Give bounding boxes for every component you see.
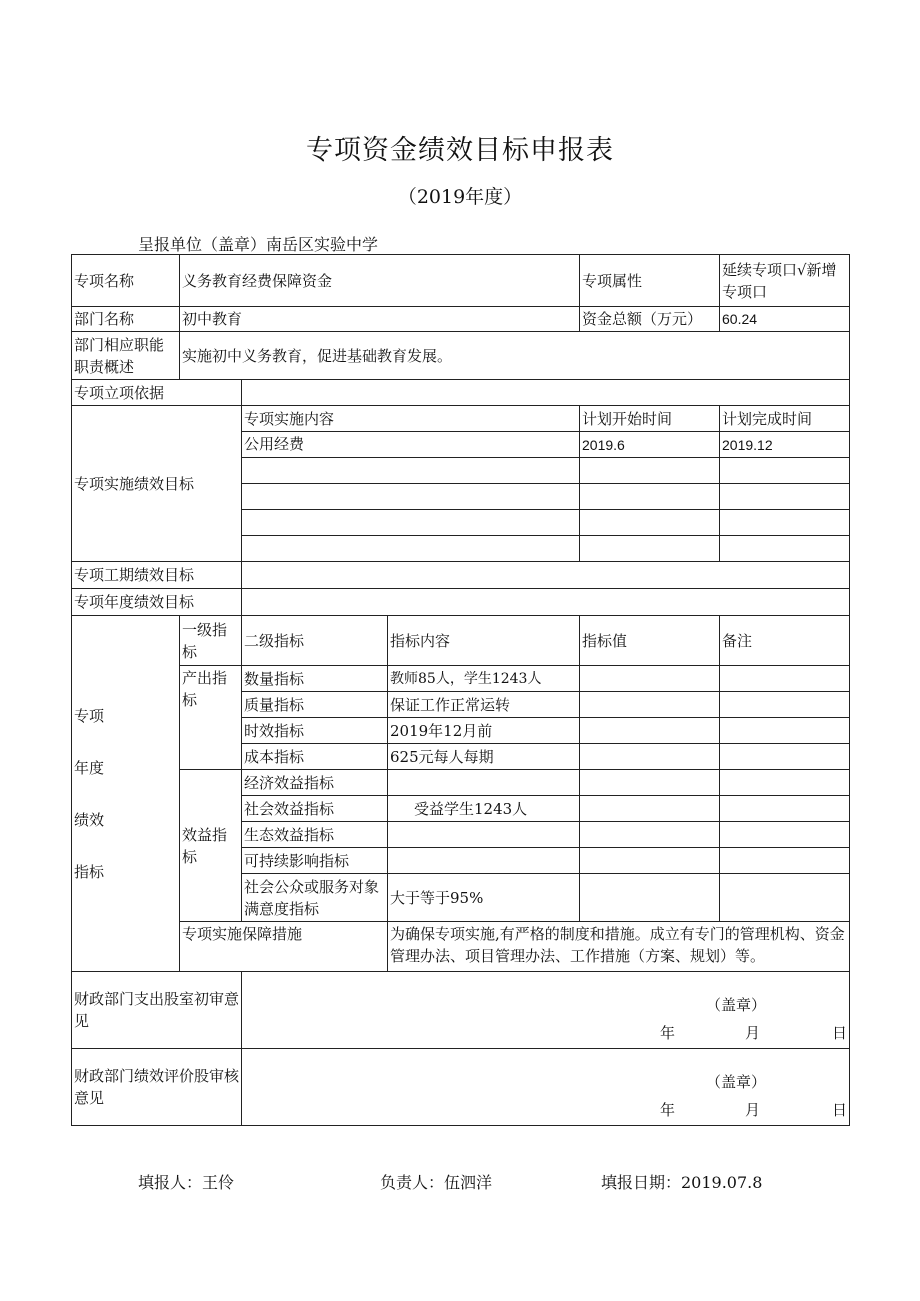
indicator-value[interactable] — [580, 874, 720, 922]
side-label-line: 指标 — [74, 862, 105, 881]
indicator-remark[interactable] — [720, 692, 850, 718]
impl-end-empty[interactable] — [720, 510, 850, 536]
impl-end-empty[interactable] — [720, 484, 850, 510]
date-month: 月 — [745, 1101, 761, 1119]
value-total-funds[interactable]: 60.24 — [720, 307, 850, 332]
impl-end-empty[interactable] — [720, 536, 850, 562]
level1-benefit: 效益指标 — [180, 770, 242, 922]
side-label-line: 绩效 — [74, 810, 105, 829]
value-dept-name[interactable]: 初中教育 — [180, 307, 580, 332]
indicator-remark[interactable] — [720, 848, 850, 874]
indicator-content[interactable] — [388, 822, 580, 848]
indicator-value[interactable] — [580, 770, 720, 796]
side-label-line: 年度 — [74, 758, 105, 777]
responsible-person: 负责人：伍泗洋 — [380, 1173, 493, 1192]
level2-label: 经济效益指标 — [242, 770, 388, 796]
stamp-mark: （盖章） — [706, 1073, 767, 1091]
value-basis[interactable] — [242, 380, 850, 406]
row-period-goal — [72, 562, 850, 589]
impl-header-end: 计划完成时间 — [720, 406, 850, 432]
side-label-line: 专项 — [74, 706, 105, 725]
impl-header-content: 专项实施内容 — [242, 406, 580, 432]
level2-label: 生态效益指标 — [242, 822, 388, 848]
report-year: （2019年度） — [397, 186, 523, 208]
value-review-1[interactable] — [242, 972, 850, 1049]
label-duty: 部门相应职能职责概述 — [72, 332, 180, 380]
level2-label: 成本指标 — [242, 744, 388, 770]
date-year: 年 — [660, 1101, 676, 1119]
filler-name: 填报人：王伶 — [138, 1173, 235, 1192]
indicator-side-label — [72, 616, 180, 972]
header-remark: 备注 — [720, 616, 850, 666]
value-project-attr[interactable]: 延续专项口√新增专项口 — [720, 255, 850, 307]
impl-content-empty[interactable] — [242, 484, 580, 510]
indicator-value[interactable] — [580, 796, 720, 822]
row-safeguard — [72, 922, 850, 972]
indicator-value[interactable] — [580, 692, 720, 718]
date-month: 月 — [745, 1024, 761, 1042]
indicator-value[interactable] — [580, 848, 720, 874]
impl-end[interactable]: 2019.12 — [720, 432, 850, 458]
indicator-remark[interactable] — [720, 796, 850, 822]
date-day: 日 — [832, 1101, 848, 1119]
header-level1: 一级指标 — [180, 616, 242, 666]
impl-content-empty[interactable] — [242, 510, 580, 536]
indicator-remark[interactable] — [720, 744, 850, 770]
impl-start-empty[interactable] — [580, 536, 720, 562]
impl-header-start: 计划开始时间 — [580, 406, 720, 432]
indicator-content[interactable]: 受益学生1243人 — [388, 796, 580, 822]
stamp-mark: （盖章） — [706, 996, 767, 1014]
label-safeguard: 专项实施保障措施 — [180, 922, 388, 972]
indicator-content[interactable]: 保证工作正常运转 — [388, 692, 580, 718]
value-project-name[interactable]: 义务教育经费保障资金 — [180, 255, 580, 307]
row-basis — [72, 380, 850, 406]
date-year: 年 — [660, 1024, 676, 1042]
header-content: 指标内容 — [388, 616, 580, 666]
indicator-content[interactable] — [388, 770, 580, 796]
impl-start-empty[interactable] — [580, 484, 720, 510]
value-safeguard[interactable]: 为确保专项实施,有严格的制度和措施。成立有专门的管理机构、资金管理办法、项目管理办法、工作措施（方案、规划）等。 — [388, 922, 850, 972]
level2-label: 可持续影响指标 — [242, 848, 388, 874]
indicator-remark[interactable] — [720, 874, 850, 922]
label-annual-goal: 专项年度绩效目标 — [72, 589, 242, 616]
indicator-row — [72, 666, 850, 692]
impl-start[interactable]: 2019.6 — [580, 432, 720, 458]
indicator-content[interactable]: 625元每人每期 — [388, 744, 580, 770]
indicator-value[interactable] — [580, 744, 720, 770]
performance-form-table — [71, 254, 850, 1126]
indicator-remark[interactable] — [720, 666, 850, 692]
impl-start-empty[interactable] — [580, 458, 720, 484]
date-day: 日 — [832, 1024, 848, 1042]
label-total-funds: 资金总额（万元） — [580, 307, 720, 332]
reporting-unit: 呈报单位（盖章）南岳区实验中学 — [138, 235, 379, 254]
indicator-row — [72, 770, 850, 796]
label-project-name: 专项名称 — [72, 255, 180, 307]
label-implementation: 专项实施绩效目标 — [72, 406, 242, 562]
label-dept-name: 部门名称 — [72, 307, 180, 332]
value-period-goal[interactable] — [242, 562, 850, 589]
report-date: 填报日期：2019.07.8 — [601, 1173, 763, 1192]
level2-label: 质量指标 — [242, 692, 388, 718]
indicator-value[interactable] — [580, 718, 720, 744]
label-review-2: 财政部门绩效评价股审核意见 — [72, 1049, 242, 1126]
row-review-2 — [72, 1049, 850, 1126]
indicator-remark[interactable] — [720, 718, 850, 744]
indicator-content[interactable] — [388, 848, 580, 874]
value-review-2[interactable] — [242, 1049, 850, 1126]
indicator-remark[interactable] — [720, 770, 850, 796]
level2-label: 社会效益指标 — [242, 796, 388, 822]
impl-end-empty[interactable] — [720, 458, 850, 484]
level2-label: 社会公众或服务对象满意度指标 — [242, 874, 388, 922]
level2-label: 时效指标 — [242, 718, 388, 744]
indicator-content[interactable]: 教师85人，学生1243人 — [388, 666, 580, 692]
impl-content-empty[interactable] — [242, 536, 580, 562]
label-project-attr: 专项属性 — [580, 255, 720, 307]
row-annual-goal — [72, 589, 850, 616]
label-basis: 专项立项依据 — [72, 380, 242, 406]
indicator-remark[interactable] — [720, 822, 850, 848]
impl-start-empty[interactable] — [580, 510, 720, 536]
level1-output: 产出指标 — [180, 666, 242, 770]
indicator-value[interactable] — [580, 666, 720, 692]
indicator-content[interactable]: 大于等于95% — [388, 874, 580, 922]
value-duty[interactable]: 实施初中义务教育，促进基础教育发展。 — [180, 332, 850, 380]
header-value: 指标值 — [580, 616, 720, 666]
label-review-1: 财政部门支出股室初审意见 — [72, 972, 242, 1049]
row-project-name — [72, 255, 850, 307]
label-period-goal: 专项工期绩效目标 — [72, 562, 242, 589]
row-review-1 — [72, 972, 850, 1049]
impl-content[interactable]: 公用经费 — [242, 432, 580, 458]
level2-label: 数量指标 — [242, 666, 388, 692]
impl-header-row — [72, 406, 850, 432]
row-duty — [72, 332, 850, 380]
indicator-value[interactable] — [580, 822, 720, 848]
impl-content-empty[interactable] — [242, 458, 580, 484]
indicator-content[interactable]: 2019年12月前 — [388, 718, 580, 744]
row-dept — [72, 307, 850, 332]
value-annual-goal[interactable] — [242, 589, 850, 616]
header-level2: 二级指标 — [242, 616, 388, 666]
indicator-header-row — [72, 616, 850, 666]
page-title: 专项资金绩效目标申报表 — [306, 135, 614, 166]
